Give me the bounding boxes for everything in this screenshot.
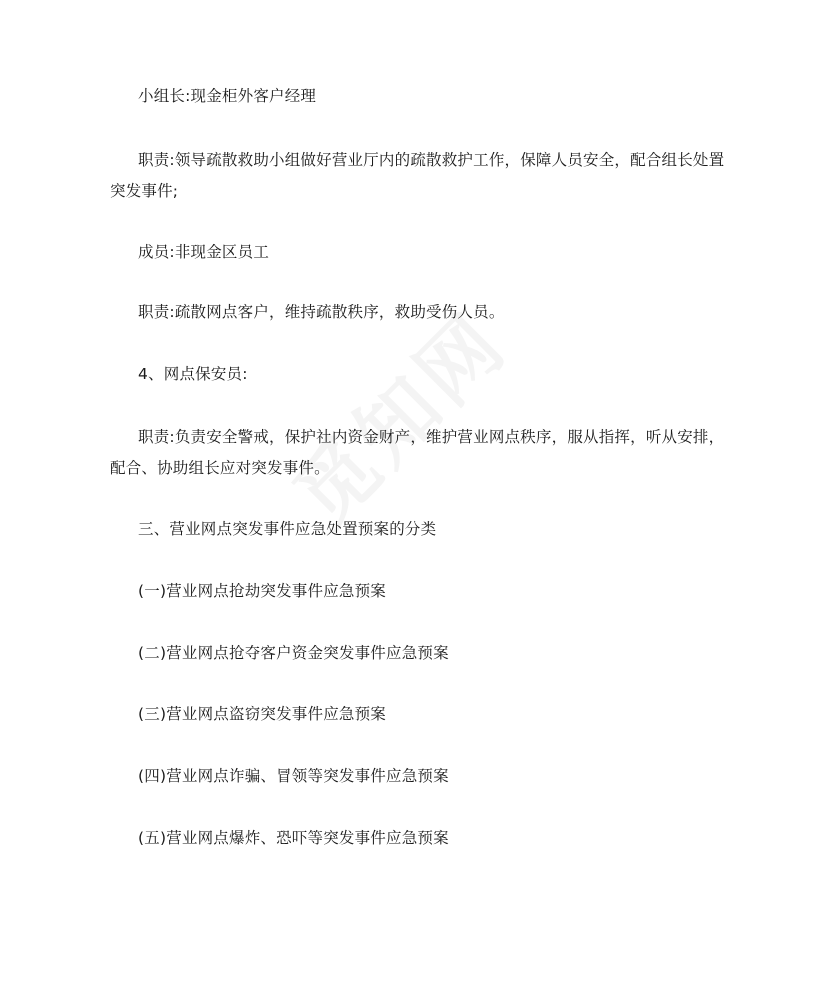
paragraph-leader-duty: 职责:领导疏散救助小组做好营业厅内的疏散救护工作，保障人员安全，配合组长处置突发事件; xyxy=(110,151,725,200)
list-item-explosion: (五)营业网点爆炸、恐吓等突发事件应急预案 xyxy=(138,829,449,847)
paragraph-members-duty: 职责:疏散网点客户，维持疏散秩序，救助受伤人员。 xyxy=(138,303,505,321)
list-item-fraud: (四)营业网点诈骗、冒领等突发事件应急预案 xyxy=(138,767,449,785)
paragraph-team-leader: 小组长:现金柜外客户经理 xyxy=(138,87,317,105)
list-item-snatching: (二)营业网点抢夺客户资金突发事件应急预案 xyxy=(138,644,449,662)
section-heading-classification: 三、营业网点突发事件应急处置预案的分类 xyxy=(138,520,437,538)
paragraph-members: 成员:非现金区员工 xyxy=(138,243,270,261)
paragraph-security-guard: 4、网点保安员: xyxy=(138,365,248,383)
list-item-theft: (三)营业网点盗窃突发事件应急预案 xyxy=(138,705,386,723)
list-item-robbery: (一)营业网点抢劫突发事件应急预案 xyxy=(138,582,386,600)
paragraph-guard-duty: 职责:负责安全警戒，保护社内资金财产，维护营业网点秩序，服从指挥，听从安排，配合、协助组长应对突发事件。 xyxy=(110,428,725,477)
